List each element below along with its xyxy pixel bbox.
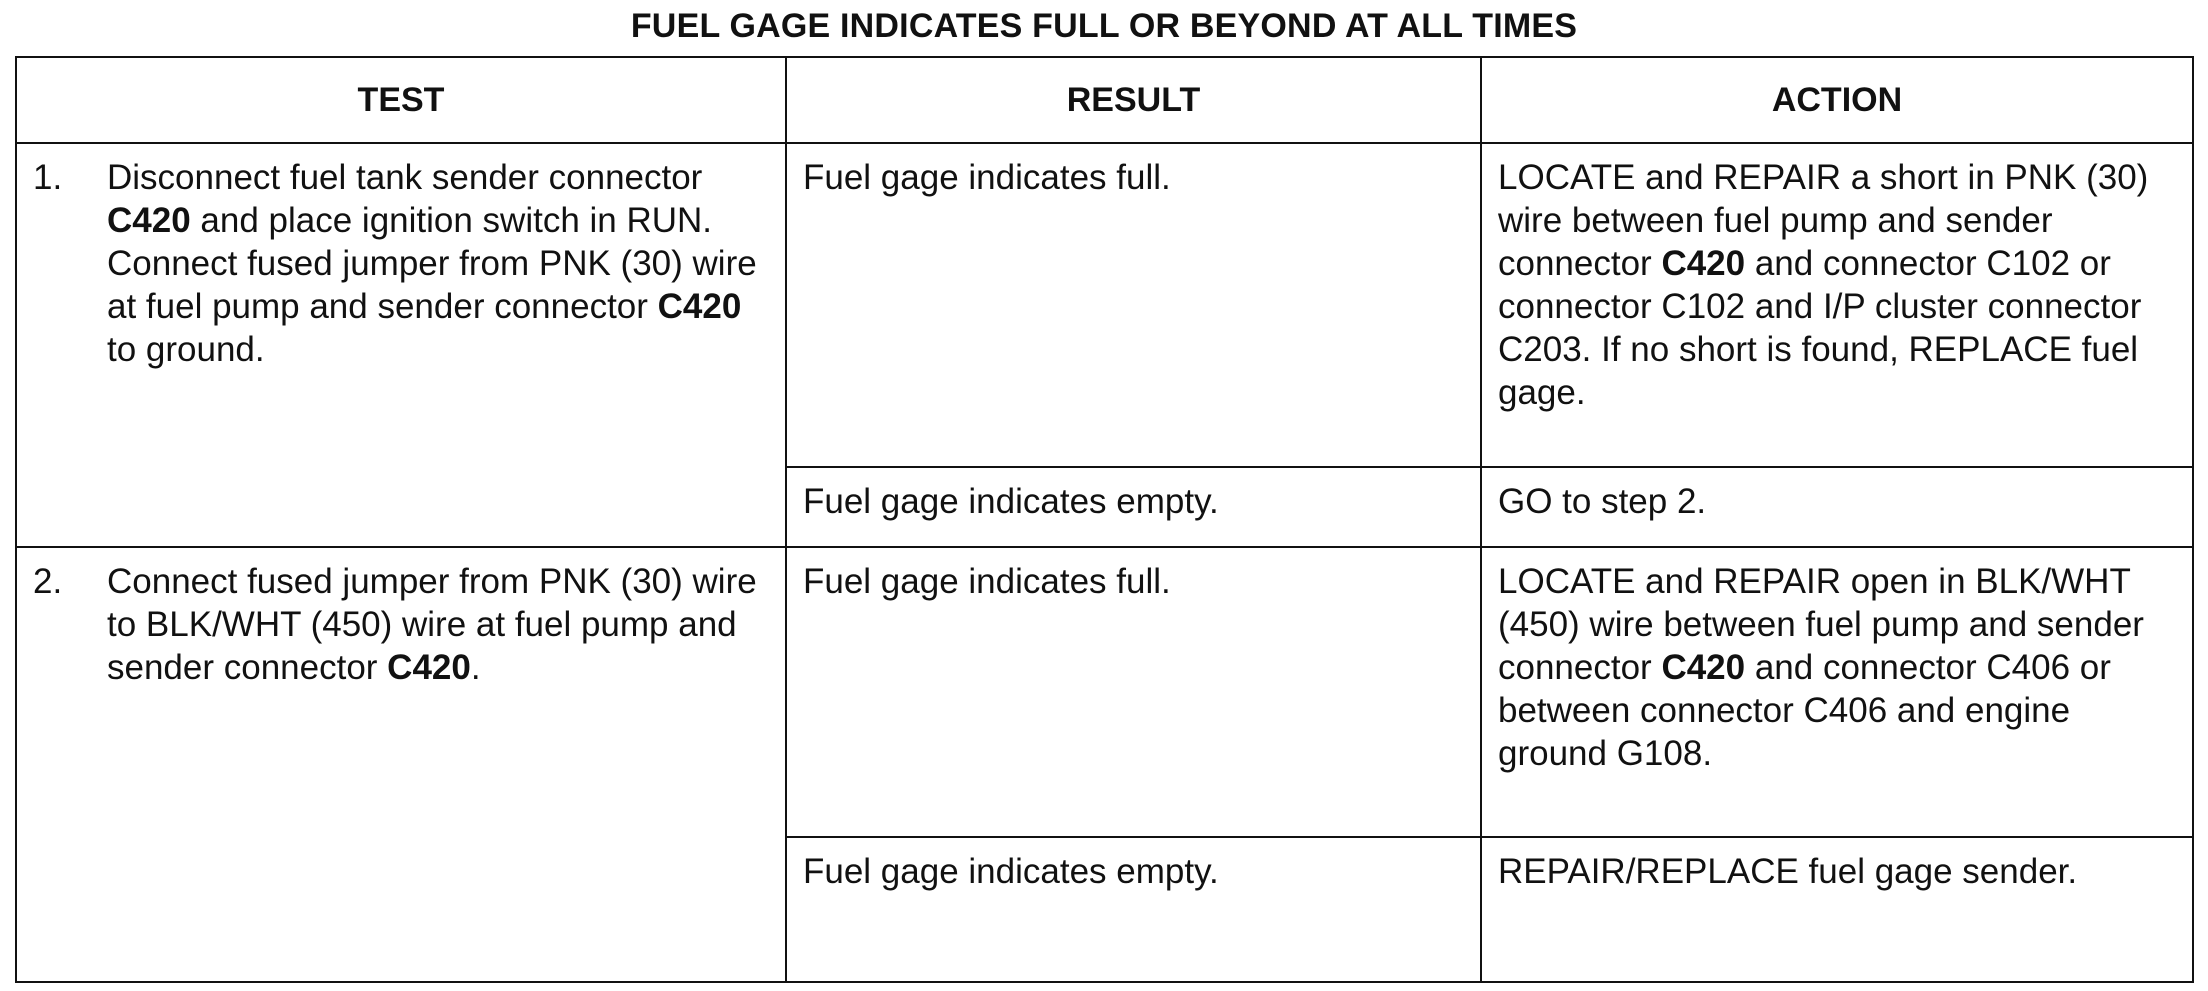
result-cell: Fuel gage indicates empty.: [786, 837, 1481, 982]
step-number: 2.: [33, 562, 63, 601]
result-cell: Fuel gage indicates full.: [786, 547, 1481, 837]
test-text: Connect fused jumper from PNK (30) wire to BLK/WHT (450) wire at fuel pump and sender connector C420.: [107, 562, 757, 687]
connector-label: C420: [1661, 244, 1746, 283]
header-result: RESULT: [786, 57, 1481, 143]
connector-label: C420: [107, 201, 191, 240]
page-title: FUEL GAGE INDICATES FULL OR BEYOND AT ALL TIMES: [630, 7, 1578, 45]
action-cell: GO to step 2.: [1481, 467, 2193, 547]
action-cell: LOCATE and REPAIR a short in PNK (30) wire between fuel pump and sender connector C420 and connector C102 or connector C102 and I/P cluster connector C203. If no short is found, REPLACE fuel gage.: [1481, 143, 2193, 467]
action-cell: LOCATE and REPAIR open in BLK/WHT (450) wire between fuel pump and sender connector C420 and connector C406 or between connector C406 and engine ground G108.: [1481, 547, 2193, 837]
action-cell: REPAIR/REPLACE fuel gage sender.: [1481, 837, 2193, 982]
step-number: 1.: [33, 158, 63, 197]
header-test: TEST: [16, 57, 786, 143]
header-row: [16, 57, 2193, 143]
test-text: Disconnect fuel tank sender connector C420 and place ignition switch in RUN. Connect fused jumper from PNK (30) wire at fuel pump and sender connector C420 to ground.: [107, 158, 757, 369]
result-cell: Fuel gage indicates empty.: [786, 467, 1481, 547]
header-action: ACTION: [1481, 57, 2193, 143]
connector-label: C420: [387, 648, 471, 687]
diagnostic-table: [15, 56, 2194, 983]
table-row: [16, 547, 2193, 837]
table-row: [16, 143, 2193, 467]
connector-label: C420: [1661, 648, 1746, 687]
test-cell-step-2: [16, 547, 786, 982]
connector-label: C420: [657, 287, 742, 326]
test-cell-step-1: [16, 143, 786, 547]
result-cell: Fuel gage indicates full.: [786, 143, 1481, 467]
